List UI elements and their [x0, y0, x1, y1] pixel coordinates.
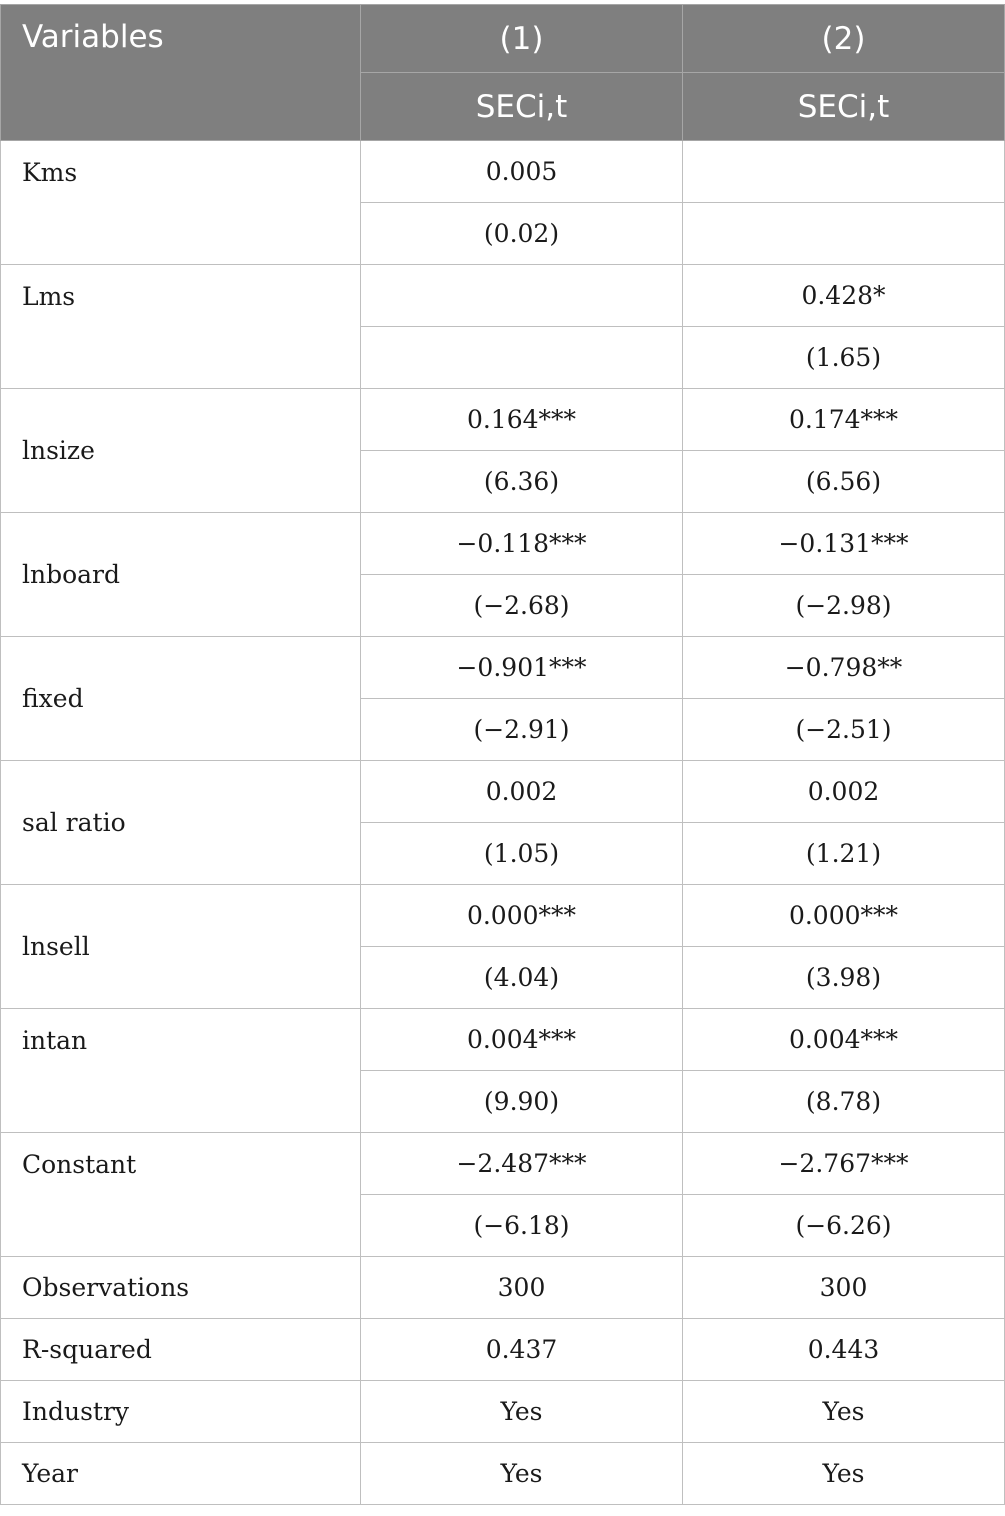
variables-header: Variables	[1, 5, 361, 141]
summary-label: R-squared	[1, 1319, 361, 1381]
t-statistic-cell: (8.78)	[683, 1071, 1005, 1133]
t-statistic-cell: (3.98)	[683, 947, 1005, 1009]
coefficient-cell: 0.004***	[361, 1009, 683, 1071]
table-row	[1, 265, 1005, 327]
regression-table	[0, 4, 1005, 1505]
variable-label: Lms	[1, 265, 361, 389]
coefficient-cell: 0.164***	[361, 389, 683, 451]
t-statistic-cell: (−2.98)	[683, 575, 1005, 637]
coefficient-cell: −0.901***	[361, 637, 683, 699]
variable-label: Constant	[1, 1133, 361, 1257]
summary-row	[1, 1257, 1005, 1319]
summary-value-cell: Yes	[361, 1443, 683, 1505]
coefficient-cell: −0.118***	[361, 513, 683, 575]
summary-row	[1, 1319, 1005, 1381]
header-row-columns	[1, 5, 1005, 73]
coefficient-cell: −0.798**	[683, 637, 1005, 699]
table-row	[1, 885, 1005, 947]
variable-label: lnboard	[1, 513, 361, 637]
t-statistic-cell: (9.90)	[361, 1071, 683, 1133]
summary-value-cell: 300	[683, 1257, 1005, 1319]
table-header	[1, 5, 1005, 141]
coefficient-cell: 0.002	[683, 761, 1005, 823]
coefficient-cell: 0.005	[361, 141, 683, 203]
t-statistic-cell: (1.21)	[683, 823, 1005, 885]
dependent-variable-2: SECi,t	[683, 73, 1005, 141]
t-statistic-cell: (−2.51)	[683, 699, 1005, 761]
variable-label: sal ratio	[1, 761, 361, 885]
t-statistic-cell: (−2.68)	[361, 575, 683, 637]
column-header-1: (1)	[361, 5, 683, 73]
coefficient-cell: −0.131***	[683, 513, 1005, 575]
column-header-2: (2)	[683, 5, 1005, 73]
summary-value-cell: 300	[361, 1257, 683, 1319]
t-statistic-cell: (6.36)	[361, 451, 683, 513]
t-statistic-cell: (0.02)	[361, 203, 683, 265]
table-row	[1, 141, 1005, 203]
table-row	[1, 513, 1005, 575]
summary-value-cell: Yes	[683, 1443, 1005, 1505]
summary-row	[1, 1443, 1005, 1505]
table-row	[1, 637, 1005, 699]
coefficient-cell: 0.174***	[683, 389, 1005, 451]
summary-value-cell: Yes	[683, 1381, 1005, 1443]
variable-label: fixed	[1, 637, 361, 761]
coefficient-cell: 0.002	[361, 761, 683, 823]
summary-label: Industry	[1, 1381, 361, 1443]
summary-label: Observations	[1, 1257, 361, 1319]
t-statistic-cell: (4.04)	[361, 947, 683, 1009]
table-row	[1, 1133, 1005, 1195]
variable-label: lnsell	[1, 885, 361, 1009]
t-statistic-cell	[361, 327, 683, 389]
coefficient-cell: 0.004***	[683, 1009, 1005, 1071]
summary-value-cell: 0.437	[361, 1319, 683, 1381]
coefficient-cell	[361, 265, 683, 327]
coefficient-cell: 0.428*	[683, 265, 1005, 327]
table-body	[1, 141, 1005, 1505]
t-statistic-cell: (6.56)	[683, 451, 1005, 513]
variable-label: Kms	[1, 141, 361, 265]
coefficient-cell: −2.767***	[683, 1133, 1005, 1195]
t-statistic-cell: (−6.18)	[361, 1195, 683, 1257]
summary-row	[1, 1381, 1005, 1443]
dependent-variable-1: SECi,t	[361, 73, 683, 141]
table-row	[1, 761, 1005, 823]
table-row	[1, 1009, 1005, 1071]
t-statistic-cell: (1.05)	[361, 823, 683, 885]
coefficient-cell: 0.000***	[361, 885, 683, 947]
summary-value-cell: Yes	[361, 1381, 683, 1443]
coefficient-cell: −2.487***	[361, 1133, 683, 1195]
t-statistic-cell: (1.65)	[683, 327, 1005, 389]
t-statistic-cell: (−2.91)	[361, 699, 683, 761]
coefficient-cell	[683, 141, 1005, 203]
coefficient-cell: 0.000***	[683, 885, 1005, 947]
table-row	[1, 389, 1005, 451]
variable-label: lnsize	[1, 389, 361, 513]
summary-value-cell: 0.443	[683, 1319, 1005, 1381]
variable-label: intan	[1, 1009, 361, 1133]
t-statistic-cell	[683, 203, 1005, 265]
t-statistic-cell: (−6.26)	[683, 1195, 1005, 1257]
summary-label: Year	[1, 1443, 361, 1505]
